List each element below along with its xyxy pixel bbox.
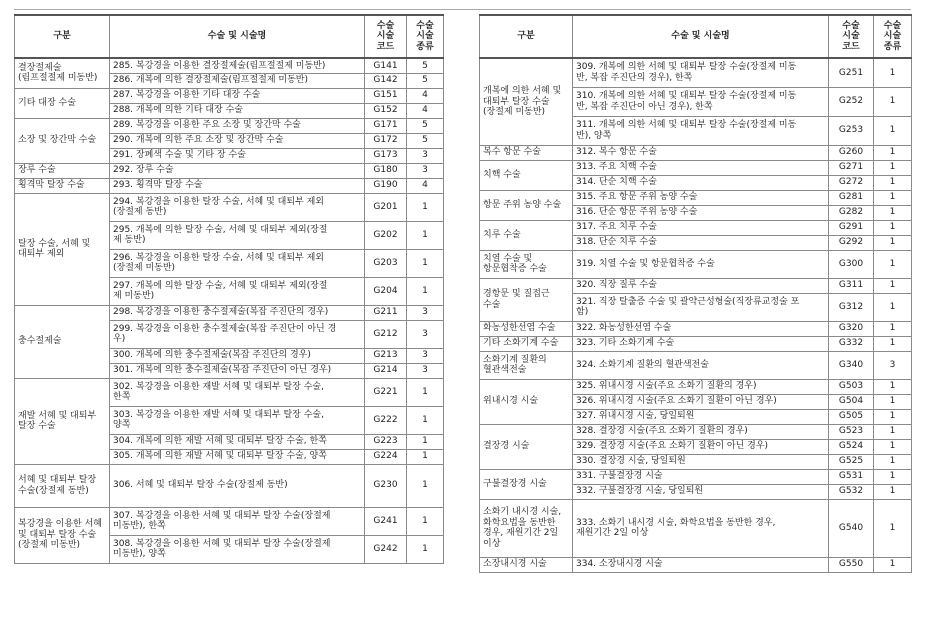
procedure-code-cell: G201 [365, 193, 407, 221]
procedure-name-cell: 324. 소화기계 질환의 혈관색전술 [573, 351, 829, 379]
table-row [480, 278, 912, 293]
procedure-code-cell: G253 [829, 116, 874, 145]
procedure-code-cell: G525 [829, 454, 874, 469]
category-cell: 충수절제술 [15, 305, 110, 378]
procedure-type-cell: 3 [407, 305, 444, 320]
procedure-code-cell: G320 [829, 321, 874, 336]
procedure-code-cell: G550 [829, 557, 874, 572]
procedure-code-cell: G202 [365, 221, 407, 249]
procedure-type-cell: 1 [407, 406, 444, 434]
procedure-name-cell: 321. 직장 탈출증 수술 및 괄약근성형술(직장류교정술 포 함) [573, 293, 829, 321]
procedure-type-cell: 1 [874, 484, 912, 499]
table-row [15, 193, 444, 221]
procedure-code-cell: G282 [829, 205, 874, 220]
procedure-name-cell: 310. 개복에 의한 서혜 및 대퇴부 탈장 수술(장절제 미동 반, 복잡 주진단이 아닌 경우), 한쪽 [573, 87, 829, 116]
procedure-type-cell: 1 [407, 449, 444, 464]
table-body-right [480, 58, 912, 572]
procedure-type-cell: 1 [874, 454, 912, 469]
header-category: 구분 [480, 15, 573, 58]
procedure-type-cell: 1 [874, 557, 912, 572]
procedure-code-cell: G204 [365, 277, 407, 305]
procedure-code-cell: G211 [365, 305, 407, 320]
procedure-type-cell: 1 [407, 378, 444, 406]
procedure-name-cell: 300. 개복에 의한 충수절제술(복잡 주진단의 경우) [110, 348, 365, 363]
procedure-code-cell: G172 [365, 133, 407, 148]
procedure-name-cell: 326. 위내시경 시술(주요 소화기 질환이 아닌 경우) [573, 394, 829, 409]
procedure-code-cell: G340 [829, 351, 874, 379]
procedure-type-cell: 3 [407, 363, 444, 378]
procedure-name-cell: 330. 결장경 시술, 당일퇴원 [573, 454, 829, 469]
header-type: 수술 시술 종류 [407, 15, 444, 58]
procedure-name-cell: 287. 복강경을 이용한 기타 대장 수술 [110, 88, 365, 103]
procedure-type-cell: 1 [407, 535, 444, 563]
procedure-type-cell: 1 [407, 434, 444, 449]
procedure-code-cell: G173 [365, 148, 407, 163]
table-row [480, 160, 912, 175]
procedure-name-cell: 319. 치열 수술 및 항문협착증 수술 [573, 250, 829, 278]
procedure-type-cell: 4 [407, 88, 444, 103]
category-cell: 소화기계 질환의 혈관색전술 [480, 351, 573, 379]
procedure-code-cell: G272 [829, 175, 874, 190]
procedure-type-cell: 1 [407, 193, 444, 221]
procedure-name-cell: 304. 개복에 의한 재발 서혜 및 대퇴부 탈장 수술, 한쪽 [110, 434, 365, 449]
procedure-name-cell: 322. 화농성한선염 수술 [573, 321, 829, 336]
procedure-code-cell: G504 [829, 394, 874, 409]
table-row [15, 305, 444, 320]
procedure-name-cell: 307. 복강경을 이용한 서혜 및 대퇴부 탈장 수술(장절제 미동반), 한쪽 [110, 507, 365, 535]
table-row [15, 464, 444, 507]
procedure-table-right [479, 14, 912, 573]
procedure-name-cell: 323. 기타 소화기계 수술 [573, 336, 829, 351]
category-cell: 소화기 내시경 시술, 화학요법을 동반한 경우, 재원기간 2일 이상 [480, 499, 573, 557]
procedure-code-cell: G332 [829, 336, 874, 351]
procedure-code-cell: G524 [829, 439, 874, 454]
procedure-type-cell: 1 [874, 424, 912, 439]
table-row [480, 499, 912, 557]
procedure-type-cell: 5 [407, 58, 444, 73]
header-code: 수술 시술 코드 [365, 15, 407, 58]
procedure-type-cell: 1 [874, 379, 912, 394]
procedure-name-cell: 298. 복강경을 이용한 충수절제술(복잡 주진단의 경우) [110, 305, 365, 320]
header-procedure: 수술 및 시술명 [573, 15, 829, 58]
category-cell: 기타 대장 수술 [15, 88, 110, 118]
category-cell: 소장 및 장간막 수술 [15, 118, 110, 163]
procedure-name-cell: 331. 구불결장경 시술 [573, 469, 829, 484]
procedure-name-cell: 328. 결장경 시술(주요 소화기 질환의 경우) [573, 424, 829, 439]
category-cell: 치핵 수술 [480, 160, 573, 190]
procedure-code-cell: G271 [829, 160, 874, 175]
table-row [480, 557, 912, 572]
procedure-type-cell: 1 [874, 145, 912, 160]
category-cell: 기타 소화기계 수술 [480, 336, 573, 351]
category-cell: 구불결장경 시술 [480, 469, 573, 499]
category-cell: 치루 수술 [480, 220, 573, 250]
procedure-code-cell: G212 [365, 320, 407, 348]
table-header-row [480, 15, 912, 58]
procedure-name-cell: 293. 횡격막 탈장 수술 [110, 178, 365, 193]
procedure-type-cell: 3 [407, 348, 444, 363]
procedure-code-cell: G190 [365, 178, 407, 193]
top-rule [14, 9, 911, 10]
table-row [480, 469, 912, 484]
procedure-name-cell: 333. 소화기 내시경 시술, 화학요법을 동반한 경우, 재원기간 2일 이상 [573, 499, 829, 557]
category-cell: 경항문 및 질접근 수술 [480, 278, 573, 321]
procedure-code-cell: G203 [365, 249, 407, 277]
procedure-type-cell: 1 [874, 175, 912, 190]
procedure-name-cell: 312. 복수 항문 수술 [573, 145, 829, 160]
procedure-code-cell: G152 [365, 103, 407, 118]
table-row [15, 88, 444, 103]
procedure-type-cell: 1 [874, 116, 912, 145]
procedure-name-cell: 289. 복강경을 이용한 주요 소장 및 장간막 수술 [110, 118, 365, 133]
table-row [15, 58, 444, 73]
procedure-type-cell: 1 [407, 507, 444, 535]
procedure-type-cell: 1 [874, 278, 912, 293]
procedure-name-cell: 291. 장폐색 수술 및 기타 장 수술 [110, 148, 365, 163]
procedure-name-cell: 320. 직장 질루 수술 [573, 278, 829, 293]
procedure-code-cell: G180 [365, 163, 407, 178]
procedure-type-cell: 1 [407, 249, 444, 277]
procedure-code-cell: G223 [365, 434, 407, 449]
category-cell: 횡격막 탈장 수술 [15, 178, 110, 193]
procedure-type-cell: 1 [874, 250, 912, 278]
header-procedure: 수술 및 시술명 [110, 15, 365, 58]
procedure-code-cell: G213 [365, 348, 407, 363]
procedure-type-cell: 1 [874, 336, 912, 351]
procedure-code-cell: G540 [829, 499, 874, 557]
procedure-name-cell: 313. 주요 치핵 수술 [573, 160, 829, 175]
procedure-code-cell: G230 [365, 464, 407, 507]
table-row [15, 163, 444, 178]
procedure-name-cell: 297. 개복에 의한 탈장 수술, 서혜 및 대퇴부 제외(장절 제 미동반) [110, 277, 365, 305]
procedure-type-cell: 1 [407, 277, 444, 305]
procedure-type-cell: 1 [874, 409, 912, 424]
table-row [480, 190, 912, 205]
procedure-name-cell: 295. 개복에 의한 탈장 수술, 서혜 및 대퇴부 제외(장절 제 동반) [110, 221, 365, 249]
left-table-panel [14, 14, 443, 564]
procedure-name-cell: 302. 복강경을 이용한 재발 서혜 및 대퇴부 탈장 수술, 한쪽 [110, 378, 365, 406]
table-row [15, 507, 444, 535]
procedure-type-cell: 1 [874, 293, 912, 321]
table-row [15, 378, 444, 406]
category-cell: 탈장 수술, 서혜 및 대퇴부 제외 [15, 193, 110, 305]
procedure-type-cell: 1 [874, 87, 912, 116]
category-cell: 서혜 및 대퇴부 탈장 수술(장절제 동반) [15, 464, 110, 507]
procedure-code-cell: G214 [365, 363, 407, 378]
table-row [15, 178, 444, 193]
procedure-name-cell: 334. 소장내시경 시술 [573, 557, 829, 572]
procedure-code-cell: G523 [829, 424, 874, 439]
procedure-code-cell: G260 [829, 145, 874, 160]
category-cell: 치열 수술 및 항문협착증 수술 [480, 250, 573, 278]
procedure-code-cell: G291 [829, 220, 874, 235]
table-row [15, 118, 444, 133]
procedure-code-cell: G312 [829, 293, 874, 321]
procedure-type-cell: 4 [407, 178, 444, 193]
category-cell: 장루 수술 [15, 163, 110, 178]
procedure-code-cell: G141 [365, 58, 407, 73]
procedure-code-cell: G171 [365, 118, 407, 133]
procedure-code-cell: G532 [829, 484, 874, 499]
procedure-code-cell: G505 [829, 409, 874, 424]
procedure-name-cell: 285. 복강경을 이용한 결장절제술(림프절절제 미동반) [110, 58, 365, 73]
procedure-type-cell: 5 [407, 73, 444, 88]
procedure-type-cell: 5 [407, 118, 444, 133]
procedure-name-cell: 288. 개복에 의한 기타 대장 수술 [110, 103, 365, 118]
table-row [480, 336, 912, 351]
procedure-type-cell: 1 [874, 321, 912, 336]
procedure-code-cell: G503 [829, 379, 874, 394]
procedure-type-cell: 1 [874, 58, 912, 87]
procedure-name-cell: 296. 복강경을 이용한 탈장 수술, 서혜 및 대퇴부 제외 (장절제 미동반) [110, 249, 365, 277]
procedure-name-cell: 311. 개복에 의한 서혜 및 대퇴부 탈장 수술(장절제 미동 반), 양쪽 [573, 116, 829, 145]
table-row [480, 145, 912, 160]
category-cell: 결장절제술(림프절절제 미동반) [15, 58, 110, 88]
right-table-panel [479, 14, 911, 573]
table-row [480, 379, 912, 394]
procedure-code-cell: G221 [365, 378, 407, 406]
procedure-name-cell: 327. 위내시경 시술, 당일퇴원 [573, 409, 829, 424]
procedure-code-cell: G241 [365, 507, 407, 535]
header-category: 구분 [15, 15, 110, 58]
procedure-code-cell: G292 [829, 235, 874, 250]
procedure-type-cell: 1 [407, 464, 444, 507]
procedure-type-cell: 1 [874, 160, 912, 175]
category-cell: 소장내시경 시술 [480, 557, 573, 572]
procedure-type-cell: 1 [874, 205, 912, 220]
procedure-code-cell: G142 [365, 73, 407, 88]
table-row [480, 351, 912, 379]
procedure-name-cell: 318. 단순 치루 수술 [573, 235, 829, 250]
table-row [480, 321, 912, 336]
procedure-type-cell: 1 [407, 221, 444, 249]
category-cell: 복강경을 이용한 서혜 및 대퇴부 탈장 수술(장절제 미동반) [15, 507, 110, 563]
procedure-name-cell: 292. 장루 수술 [110, 163, 365, 178]
procedure-name-cell: 299. 복강경을 이용한 충수절제술(복잡 주진단이 아닌 경 우) [110, 320, 365, 348]
procedure-code-cell: G311 [829, 278, 874, 293]
category-cell: 결장경 시술 [480, 424, 573, 469]
procedure-code-cell: G224 [365, 449, 407, 464]
procedure-type-cell: 5 [407, 133, 444, 148]
procedure-name-cell: 301. 개복에 의한 충수절제술(복잡 주진단이 아닌 경우) [110, 363, 365, 378]
procedure-type-cell: 1 [874, 220, 912, 235]
procedure-name-cell: 303. 복강경을 이용한 재발 서혜 및 대퇴부 탈장 수술, 양쪽 [110, 406, 365, 434]
procedure-name-cell: 309. 개복에 의한 서혜 및 대퇴부 탈장 수술(장절제 미동 반, 복잡 주진단의 경우), 한쪽 [573, 58, 829, 87]
procedure-name-cell: 308. 복강경을 이용한 서혜 및 대퇴부 탈장 수술(장절제 미동반), 양쪽 [110, 535, 365, 563]
procedure-code-cell: G251 [829, 58, 874, 87]
category-cell: 화농성한선염 수술 [480, 321, 573, 336]
header-code: 수술 시술 코드 [829, 15, 874, 58]
procedure-code-cell: G222 [365, 406, 407, 434]
procedure-type-cell: 1 [874, 190, 912, 205]
procedure-name-cell: 294. 복강경을 이용한 탈장 수술, 서혜 및 대퇴부 제외 (장절제 동반) [110, 193, 365, 221]
procedure-type-cell: 1 [874, 439, 912, 454]
procedure-code-cell: G151 [365, 88, 407, 103]
table-body-left [15, 58, 444, 563]
procedure-name-cell: 315. 주요 항문 주위 농양 수술 [573, 190, 829, 205]
category-cell: 항문 주위 농양 수술 [480, 190, 573, 220]
procedure-type-cell: 1 [874, 469, 912, 484]
header-type: 수술 시술 종류 [874, 15, 912, 58]
table-header-row [15, 15, 444, 58]
category-cell: 복수 항문 수술 [480, 145, 573, 160]
procedure-name-cell: 332. 구불결장경 시술, 당일퇴원 [573, 484, 829, 499]
procedure-name-cell: 305. 개복에 의한 재발 서혜 및 대퇴부 탈장 수술, 양쪽 [110, 449, 365, 464]
procedure-name-cell: 329. 결장경 시술(주요 소화기 질환이 아닌 경우) [573, 439, 829, 454]
procedure-name-cell: 306. 서혜 및 대퇴부 탈장 수술(장절제 동반) [110, 464, 365, 507]
procedure-name-cell: 290. 개복에 의한 주요 소장 및 장간막 수술 [110, 133, 365, 148]
table-row [480, 250, 912, 278]
procedure-type-cell: 3 [407, 148, 444, 163]
procedure-code-cell: G531 [829, 469, 874, 484]
procedure-code-cell: G281 [829, 190, 874, 205]
procedure-type-cell: 3 [407, 163, 444, 178]
table-row [480, 58, 912, 87]
category-cell: 재발 서혜 및 대퇴부 탈장 수술 [15, 378, 110, 464]
table-row [480, 424, 912, 439]
procedure-name-cell: 325. 위내시경 시술(주요 소화기 질환의 경우) [573, 379, 829, 394]
procedure-type-cell: 1 [874, 394, 912, 409]
procedure-table-left [14, 14, 444, 564]
procedure-type-cell: 1 [874, 499, 912, 557]
procedure-code-cell: G252 [829, 87, 874, 116]
procedure-name-cell: 286. 개복에 의한 결장절제술(림프절절제 미동반) [110, 73, 365, 88]
category-cell: 위내시경 시술 [480, 379, 573, 424]
procedure-type-cell: 1 [874, 235, 912, 250]
procedure-code-cell: G242 [365, 535, 407, 563]
procedure-type-cell: 4 [407, 103, 444, 118]
procedure-type-cell: 3 [407, 320, 444, 348]
category-cell: 개복에 의한 서혜 및 대퇴부 탈장 수술(장절제 미동반) [480, 58, 573, 145]
procedure-name-cell: 317. 주요 치루 수술 [573, 220, 829, 235]
procedure-name-cell: 316. 단순 항문 주위 농양 수술 [573, 205, 829, 220]
procedure-type-cell: 3 [874, 351, 912, 379]
procedure-name-cell: 314. 단순 치핵 수술 [573, 175, 829, 190]
procedure-code-cell: G300 [829, 250, 874, 278]
table-row [480, 220, 912, 235]
